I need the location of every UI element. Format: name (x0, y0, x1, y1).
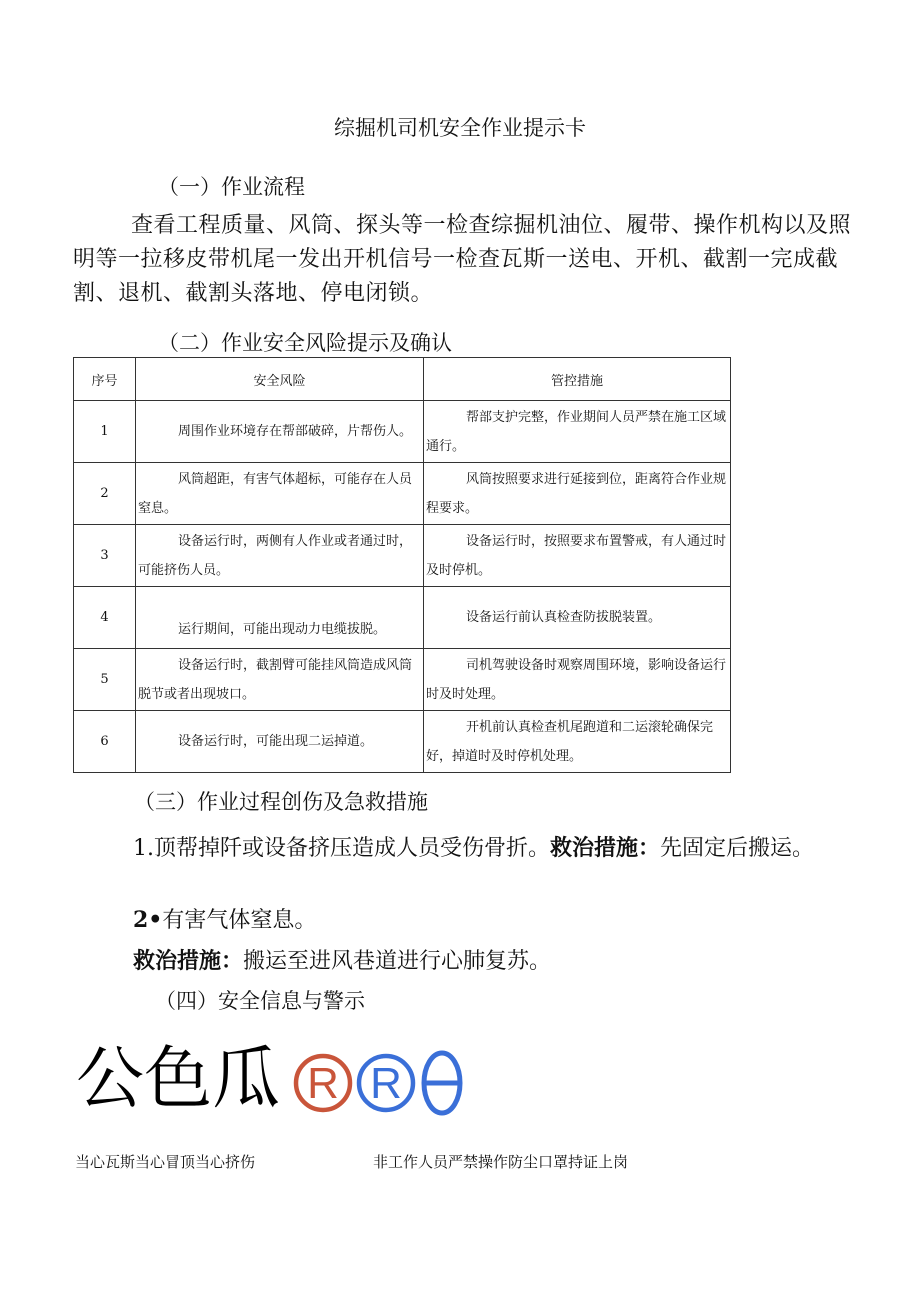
first-aid-item-2-measure-line (133, 944, 551, 975)
table-row (74, 711, 731, 773)
table-row (74, 525, 731, 587)
process-text: 查看工程质量、风筒、探头等一检查综掘机油位、履带、操作机构以及照明等一拉移皮带机尾一发出开机信号一检查瓦斯一送电、开机、截割一完成截割、退机、截割头落地、停电闭锁。 (73, 213, 852, 306)
control-text: 司机驾驶设备时观察周围环境，影响设备运行时及时处理。 (426, 657, 727, 702)
table-row (74, 463, 731, 525)
control-text: 风筒按照要求进行延接到位，距离符合作业规程要求。 (426, 471, 727, 516)
control-cell (424, 649, 731, 711)
row-number: 6 (74, 711, 136, 773)
risk-cell (136, 649, 424, 711)
first-aid-item-1-text: 1.顶帮掉阡或设备挤压造成人员受伤骨折。 (133, 836, 550, 861)
control-text: 开机前认真检查机尾跑道和二运滚轮确保完好，掉道时及时停机处理。 (426, 719, 714, 764)
risk-text: 设备运行时，可能出现二运掉道。 (178, 734, 374, 749)
sign-symbols (276, 1035, 476, 1125)
control-cell (424, 401, 731, 463)
svg-text:R: R (307, 1059, 339, 1108)
sign-glyph-1: 公 (76, 1040, 145, 1119)
control-text: 帮部支护完整，作业期间人员严禁在施工区域通行。 (426, 409, 727, 454)
document-title: 综掘机司机安全作业提示卡 (334, 116, 586, 140)
risk-text: 设备运行时，两侧有人作业或者通过时，可能挤伤人员。 (138, 533, 413, 578)
sign-glyph-3: 瓜 (212, 1040, 281, 1119)
first-aid-item-2-text: 有害气体窒息。 (162, 908, 317, 933)
table-row (74, 649, 731, 711)
risk-cell (136, 525, 424, 587)
risk-cell (136, 711, 424, 773)
first-aid-item-1 (133, 830, 823, 867)
section-heading-first-aid: （三）作业过程创伤及急救措施 (134, 790, 428, 814)
table-row (74, 587, 731, 649)
control-text: 设备运行前认真检查防拔脱装置。 (466, 610, 662, 625)
control-cell (424, 463, 731, 525)
risk-text: 周围作业环境存在帮部破碎，片帮伤人。 (178, 424, 413, 439)
risk-text: 设备运行时，截割臂可能挂风筒造成风筒脱节或者出现坡口。 (138, 657, 413, 702)
control-text: 设备运行时，按照要求布置警戒，有人通过时及时停机。 (426, 533, 727, 578)
table-row (74, 401, 731, 463)
risk-cell (136, 587, 424, 649)
header-control: 管控措施 (424, 358, 731, 401)
first-aid-item-1-label: 救治措施： (550, 835, 661, 861)
risk-cell (136, 463, 424, 525)
risk-table (73, 357, 731, 773)
risk-text: 运行期间，可能出现动力电缆拔脱。 (178, 622, 387, 637)
row-number: 5 (74, 649, 136, 711)
theta-blue-icon (424, 1053, 460, 1113)
table-header-row (74, 358, 731, 401)
control-cell (424, 711, 731, 773)
first-aid-item-2-measure: 搬运至进风巷道进行心肺复苏。 (243, 949, 552, 974)
first-aid-item-2 (133, 903, 316, 934)
row-number: 1 (74, 401, 136, 463)
sign-labels-left: 当心瓦斯当心冒顶当心挤伤 (75, 1153, 256, 1171)
section-heading-process: （一）作业流程 (158, 175, 305, 199)
first-aid-item-1-measure: 先固定后搬运。 (660, 836, 815, 861)
registered-red-icon (296, 1056, 350, 1110)
row-number: 4 (74, 587, 136, 649)
row-number: 3 (74, 525, 136, 587)
section-heading-risk: （二）作业安全风险提示及确认 (158, 331, 452, 355)
sign-labels-right: 非工作人员严禁操作防尘口罩持证上岗 (373, 1153, 629, 1171)
registered-blue-icon (359, 1056, 413, 1110)
first-aid-item-2-number: 2• (133, 907, 163, 933)
svg-text:R: R (370, 1059, 402, 1108)
control-cell (424, 525, 731, 587)
sign-glyph-2: 色 (144, 1040, 213, 1119)
row-number: 2 (74, 463, 136, 525)
risk-cell (136, 401, 424, 463)
control-cell (424, 587, 731, 649)
header-number: 序号 (74, 358, 136, 401)
first-aid-item-2-label: 救治措施： (133, 948, 244, 974)
header-risk: 安全风险 (136, 358, 424, 401)
section-heading-warnings: （四）安全信息与警示 (155, 989, 365, 1013)
risk-text: 风筒超距，有害气体超标，可能存在人员窒息。 (138, 471, 413, 516)
warning-signs (76, 1035, 476, 1125)
